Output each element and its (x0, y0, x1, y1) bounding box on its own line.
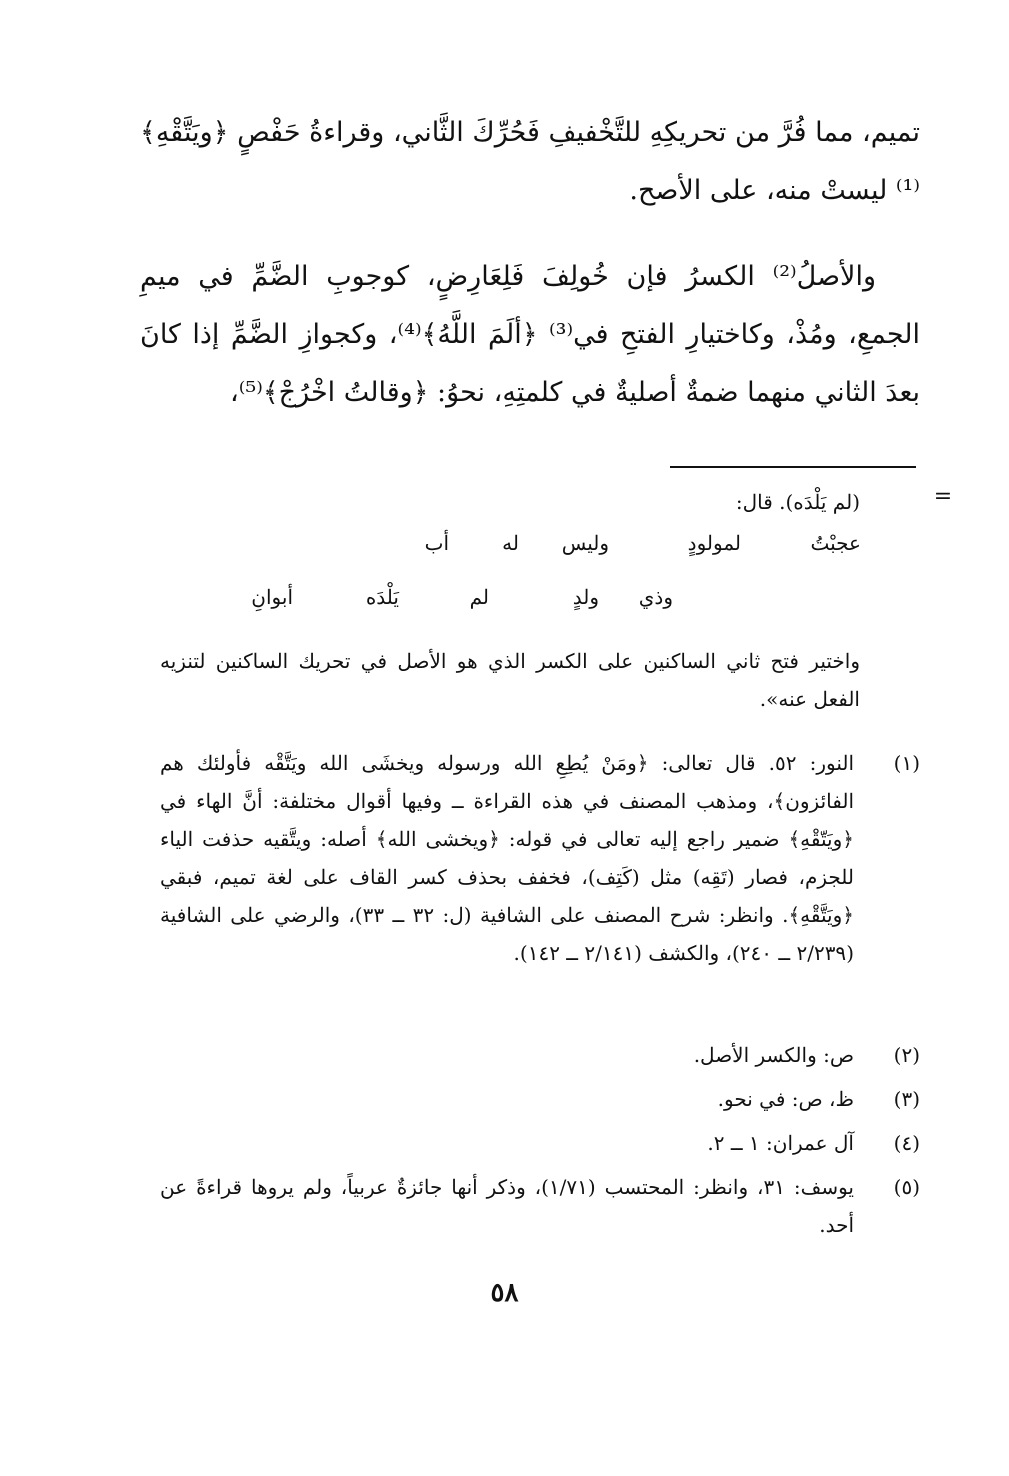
footnote-text: آل عمران: ١ ــ ٢. (707, 1131, 854, 1155)
page-number: ٥٨ (490, 1278, 519, 1308)
footnote-4 (160, 1124, 920, 1162)
footnote-5 (160, 1168, 920, 1244)
verse-word: أب (424, 531, 449, 555)
footnote-2 (160, 1036, 920, 1074)
verse-word: وليس (561, 531, 609, 555)
footnote-continued-intro: (لم يَلْدَه). قال: (735, 490, 860, 514)
verse-word: عجبْتُ (810, 531, 861, 555)
footnote-continued-after (160, 642, 860, 718)
verse-word: لم (469, 585, 489, 609)
verse-word: وذي (638, 585, 673, 609)
verse-word: له (502, 531, 519, 555)
verse-word: أبوانِ (251, 585, 293, 609)
footnote-text: النور: ٥٢. قال تعالى: ﴿ومَنْ يُطِعِ الله ورسوله ويخشَى الله ويَتَّقْه فأولئك هم الفائزون﴾، ومذهب المصنف في هذه القراءة ــ وفيها أقوال مختلفة: أنَّ الهاء في ﴿ويَتّقْهِ﴾ ضمير راجع إليه تعالى في قوله: ﴿ويخشى الله﴾ أصله: ويتَّقيه حذفت الياء للجزم، فصار (تَقِه) مثل (كَتِف)، فخفف بحذف كسر القاف على لغة تميم، فبقي ﴿ويَتَّقْهِ﴾. وانظر: شرح المصنف على الشافية (ل: ٣٢ ــ ٣٣)، والرضي على الشافية (٢/٢٣٩ ــ ٢٤٠)، والكشف (٢/١٤١ ــ ١٤٢). (160, 751, 855, 965)
footnote-1 (160, 744, 920, 972)
verse-word: يَلْدَه (365, 585, 399, 609)
footnote-number: (٢) (893, 1043, 920, 1067)
verse-word: لمولودٍ (687, 531, 741, 555)
footnote-3 (160, 1080, 920, 1118)
footnote-continuation-mark: = (933, 484, 953, 509)
footnote-text: يوسف: ٣١، وانظر: المحتسب (١/٧١)، وذكر أنها جائزةٌ عربياً، ولم يروها قراءةً عن أحد. (160, 1175, 854, 1237)
main-paragraph-2: والأصلُ⁽²⁾ الكسرُ فإن خُولِفَ فَلِعَارِضٍ، كوجوبِ الضَّمِّ في ميمِ الجمعِ، ومُذْ، وكاختيارِ الفتحِ في⁽³⁾ ﴿ألَمَ اللَّهُ﴾⁽⁴⁾، وكجوازِ الضَّمِّ إذا كانَ بعدَ الثاني منهما ضمةٌ أصليةٌ في كلمتِهِ، نحوُ: ﴿وقالتُ اخْرُجْ﴾⁽⁵⁾، (140, 261, 920, 408)
footnote-number: (٣) (893, 1087, 920, 1111)
footnote-text: ظ، ص: في نحو. (717, 1087, 854, 1111)
footnote-number: (٤) (893, 1131, 920, 1155)
footnote-text: ص: والكسر الأصل. (693, 1043, 854, 1067)
footnote-continued-after-text: واختير فتح ثاني الساكنين على الكسر الذي هو الأصل في تحريك الساكنين لتنزيه الفعل عنه». (160, 649, 860, 711)
footnote-number: (٥) (893, 1175, 920, 1199)
footnote-number: (١) (893, 751, 920, 775)
verse-word: ولدٍ (572, 585, 599, 609)
main-paragraph-1: تميم، مما فُرَّ من تحريكِهِ للتَّخْفيفِ فَحُرِّكَ الثَّاني، وقراءةُ حَفْصٍ ﴿ويَتَّقْهِ﴾⁽¹⁾ ليستْ منه، على الأصح. (140, 117, 920, 206)
